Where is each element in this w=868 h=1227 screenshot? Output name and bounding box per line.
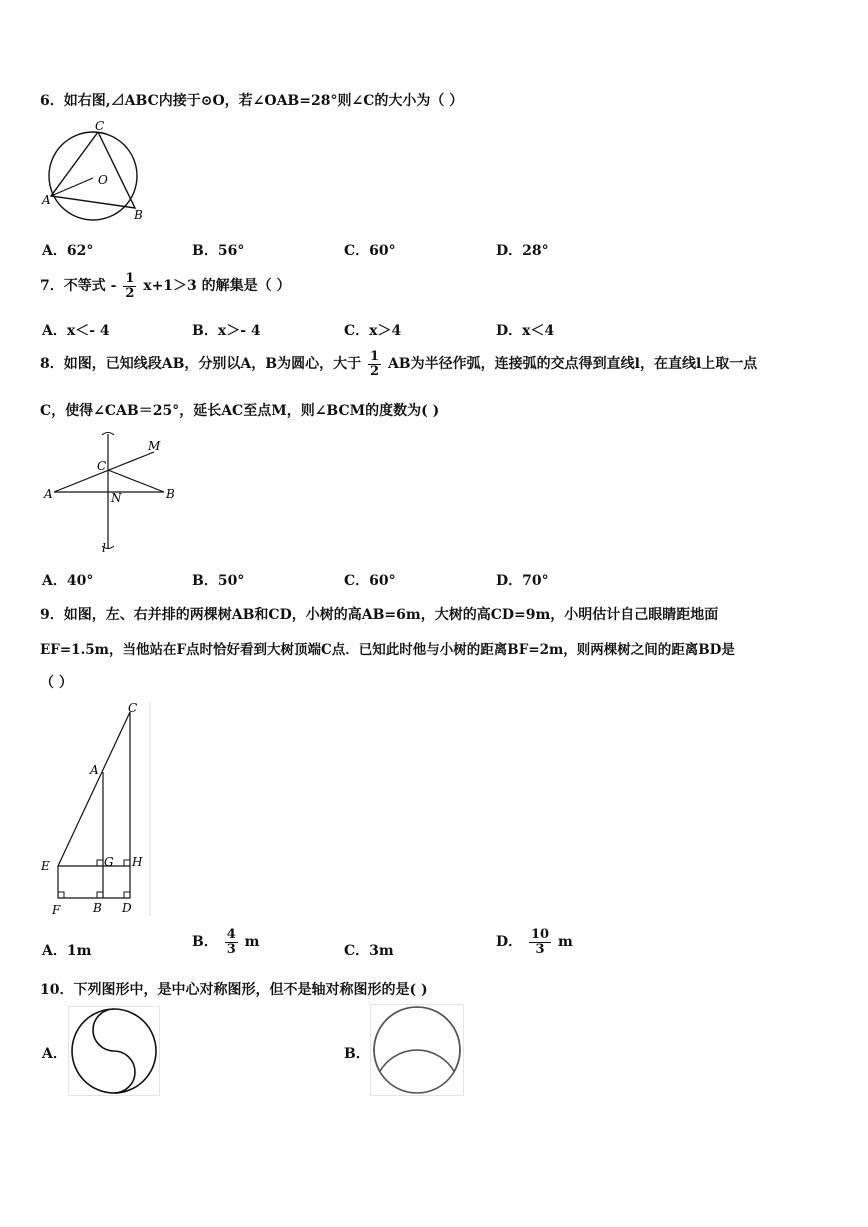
label-a: A [90,763,99,777]
petal-right [417,1007,460,1072]
label-a: A [44,487,53,501]
fraction-four-thirds: $\frac{4}{3}$ [226,927,236,957]
q6-option-d: D．28° [496,243,549,259]
label-e: E [41,859,50,873]
label-n: N [111,491,122,505]
label-b: B [166,487,175,501]
q8-option-d: D．70° [496,573,549,589]
q8-stem-line2: C，使得∠CAB＝25°，延长AC至点M，则∠BCM的度数为( ) [40,403,440,419]
q9-option-a: A．1m [42,943,92,959]
label-c: C [95,119,105,133]
q7-option-a: A．x＜- 4 [42,323,110,339]
q8-figure [40,428,180,556]
right-angle-f [58,892,64,898]
label-c: C [128,701,138,715]
label-d: D [122,901,132,915]
q10-option-b-letter: B． [344,1046,370,1062]
label-f: F [52,903,61,917]
label-g: G [104,855,114,869]
q9-figure [38,700,153,918]
fraction-ten-thirds: $\frac{10}{3}$ [531,927,550,957]
q6-option-b: B．56° [192,243,245,259]
q8-option-b: B．50° [192,573,245,589]
q9-option-c: C．3m [344,943,394,959]
right-angle-g [97,860,103,866]
q9-stem-line1: 9．如图，左、右并排的两棵树AB和CD，小树的高AB=6m，大树的高CD=9m，小明估计自己眼睛距地面 [40,607,719,623]
q8-option-a: A．40° [42,573,94,589]
label-o: O [98,173,108,187]
sightline-ec [58,712,130,866]
q7-option-b: B．x＞- 4 [192,323,261,339]
q7-stem: 7．不等式 - $\frac{1}{2}$ x+1＞3 的解集是（ ） [40,271,291,301]
q9-stem-line2: EF=1.5m，当他站在F点时恰好看到大树顶端C点．已知此时他与小树的距离BF=2m，则两棵树之间的距离BD是 [40,642,735,658]
q6-stem: 6．如右图,⊿ABC内接于⊙O，若∠OAB=28°则∠C的大小为（ ） [40,93,464,109]
label-a: A [42,193,51,207]
q9-stem-line3: （ ） [40,675,73,691]
q8-option-c: C．60° [344,573,396,589]
q9-option-b: B． $\frac{4}{3}$ m [192,927,260,957]
s-curve [93,1009,135,1093]
fraction-one-half: $\frac{1}{2}$ [370,349,380,379]
q8-stem-line1: 8．如图，已知线段AB，分别以A，B为圆心，大于 $\frac{1}{2}$ AB为半径作弧，连接弧的交点得到直线l，在直线l上取一点 [40,349,758,379]
right-angle-d [124,892,130,898]
label-b: B [93,901,102,915]
label-m: M [148,439,161,453]
fraction-one-half: $\frac{1}{2}$ [125,271,135,301]
q10-option-a-letter: A． [42,1046,67,1062]
label-l: l [102,541,106,555]
q10-option-b-figure [370,1004,464,1096]
q6-option-a: A．62° [42,243,94,259]
label-h: H [132,855,143,869]
petal-bottom [380,1050,454,1071]
q7-option-c: C．x＞4 [344,323,402,339]
q9-option-d: D． $\frac{10}{3}$ m [496,927,573,957]
q6-figure [40,118,150,222]
right-angle-b [97,892,103,898]
q10-stem: 10．下列图形中，是中心对称图形，但不是轴对称图形的是( ) [40,982,428,998]
q7-option-d: D．x＜4 [496,323,555,339]
petal-left [374,1007,417,1072]
right-angle-h [124,860,130,866]
q6-option-c: C．60° [344,243,396,259]
label-c: C [97,459,107,473]
segment-cb [108,470,164,492]
q10-option-a-figure [68,1006,160,1096]
label-b: B [134,208,143,222]
